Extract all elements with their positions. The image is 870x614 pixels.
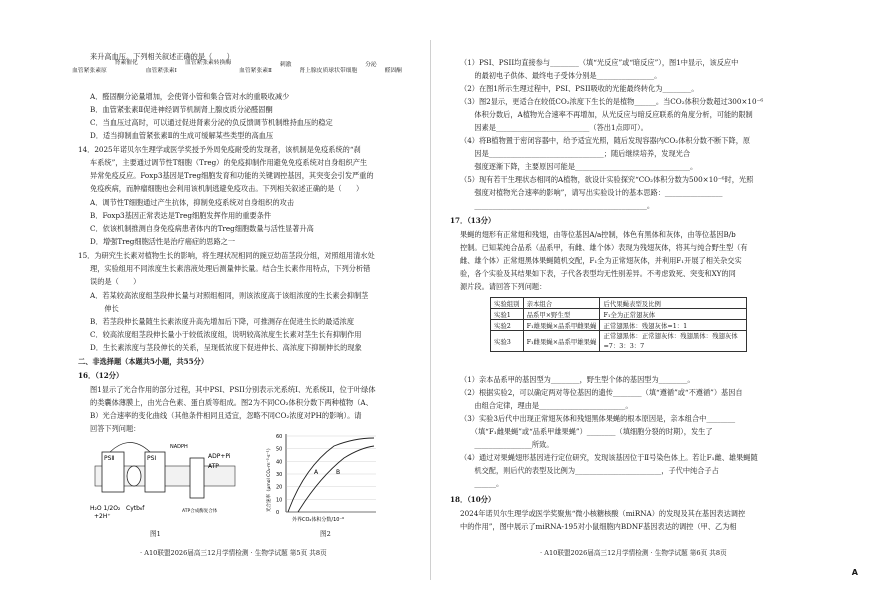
q17-sub-line: （2）根据实验2，可以确定两对等位基因的遗传________（填“遵循”或“不遵循”）基因自 (460, 388, 743, 397)
synthase-label: ATP合成酶复合体 (182, 509, 218, 514)
electron-path-arrow (110, 443, 150, 453)
photosynthesis-figure-1 (90, 428, 240, 528)
water-label: H₂O 1/2O₂ (90, 505, 121, 512)
q14-line: 14．2025年诺贝尔生理学或医学奖授予外周免疫耐受的发现者，该机制是免疫系统的“刹 (78, 145, 361, 154)
q17-line: 果蝇的翅形有正常翅和残翅，由等位基因A/a控制，体色有黑体和灰体，由等位基因B/b (460, 230, 736, 239)
table-cell: F₁雌果蝇×品系甲雄果蝇 (523, 331, 600, 352)
adp-label: ADP+Pi (208, 453, 231, 460)
y-axis-label: 光合速率（μmol CO₂·m⁻²·s⁻¹） (267, 445, 272, 512)
psi-label: PSⅠ (147, 455, 157, 462)
table-cell: 实验2 (491, 320, 524, 331)
q14-line: 车系统”，主要通过调节性T细胞（Treg）的免疫抑制作用避免免疫系统对自身组织产生 (90, 158, 368, 167)
flow-arrow-label: 刺激 (279, 62, 292, 68)
experiment-table (490, 297, 747, 352)
y-tick-label: 10 (276, 497, 283, 504)
table-cell: F₁全为正常翅灰体 (600, 309, 747, 320)
q17-heading: 17．（13分） (450, 216, 496, 225)
flow-arrow-label: 分泌 (365, 62, 377, 68)
atp-label: ATP (208, 463, 219, 470)
y-tick-label: 30 (276, 472, 283, 478)
q16-sub-line: （4）将B植物置于密闭容器中，给予适宜光照，随后发现容器内CO₂体积分数不断下降，原 (460, 136, 751, 145)
q15-option-d: D．生长素浓度与茎段伸长的关系，呈现低浓度下促进伸长、高浓度下抑制伸长的现象 (90, 343, 362, 352)
q18-line: 2024年诺贝尔生理学或医学奖聚焦“微小核糖核酸（miRNA）的发现及其在基因表达调控 (460, 509, 746, 518)
q16-sub-line: 的最初电子供体、最终电子受体分别是________________。 (460, 71, 662, 80)
q16-sub-line: ________________________________________________。 (460, 201, 655, 210)
q18-line: 中的作用”，图中展示了miRNA-195对小鼠细胞内BDNF基因表达的调控（甲、乙为相 (460, 522, 737, 531)
q17-line: 验，各个实验及其结果如下表，子代各表型均无性别差异。不考虑致死、突变和XY的同 (460, 269, 736, 278)
q14-option-b: B．Foxp3基因正常表达是Treg细胞发挥作用的重要条件 (90, 211, 272, 220)
flow-step: 血管紧张素原 (72, 68, 107, 74)
cytochrome-complex (127, 466, 141, 486)
flow-step: 醛固酮 (384, 68, 402, 74)
x-axis-label: 外界CO₂体积分数/10⁻⁶ (292, 517, 345, 523)
q15-line: 误的是（ ） (90, 277, 141, 286)
q16-line: 回答下列问题： (90, 424, 141, 433)
q15-option-b: B．若茎段伸长量随生长素浓度升高先增加后下降，可推测存在促进生长的最适浓度 (90, 317, 355, 326)
table-row (491, 331, 747, 352)
q13-option-b: B．血管紧张素Ⅱ促进神经调节机制肾上腺皮质分泌醛固酮 (90, 105, 273, 114)
y-tick-label: 50 (276, 446, 283, 453)
q16-sub-line: 因素是__________________________（答出1点即可）。 (460, 123, 648, 132)
table-cell: 实验3 (491, 331, 524, 352)
q17-sub-line: （1）亲本品系甲的基因型为________，野生型个体的基因型为________。 (460, 375, 695, 384)
table-header: 后代果蝇表型及比例 (600, 298, 747, 309)
q17-sub-line: 由组合定律，理由是________________________。 (460, 401, 633, 410)
corner-mark: A (851, 568, 858, 577)
q17-sub-line: （4）通过对果蝇翅形基因进行定位研究，发现该基因位于Ⅱ号染色体上。若让F₁雌、雄果蝇随 (460, 453, 758, 462)
q15-option-a: A．若某较高浓度组茎段伸长量与对照组相同，则该浓度高于该组浓度的生长素会抑制茎 (90, 291, 369, 300)
y-tick-label: 40 (276, 459, 283, 466)
table-header: 实验组别 (491, 298, 524, 309)
cyt-label: Cytb₆f (126, 505, 145, 512)
flow-step: 血管紧张素Ⅱ (239, 68, 272, 74)
q16-line: 的类囊体薄膜上，由光合色素、蛋白质等组成。图2为不同CO₂体积分数下两种植物（A、 (90, 398, 373, 407)
q16-sub-line: 体积分数后，A植物光合速率不再增加，从光反应与暗反应联系的角度分析，可能的限制 (460, 110, 753, 119)
table-row (491, 320, 747, 331)
series-a-label: A (314, 469, 319, 476)
table-row (491, 309, 747, 320)
q16-line: B）光合速率的变化曲线（其他条件相同且适宜，忽略不同CO₂浓度对PH的影响）。请 (90, 411, 362, 420)
section-heading: 二、非选择题（本题共5小题，共55分） (78, 357, 209, 366)
q16-sub-line: （2）在图1所示生理过程中，PSI、PSII吸收的光能最终转化为________。 (460, 84, 699, 93)
page-divider (430, 40, 431, 580)
q15-line: 15．为研究生长素对植物生长的影响，将生理状况相同的豌豆幼苗茎段分组，对照组用清水处 (78, 251, 375, 260)
q15-line: 理，实验组用不同浓度生长素溶液处理后测量伸长量。结合生长素作用特点，下列分析错 (90, 264, 371, 273)
left-footer: · A10联盟2026届高三12月学情检测 · 生物学试题 第5页 共8页 (140, 549, 327, 557)
q16-sub-line: （3）图2显示，更适合在较低CO₂浓度下生长的是植物______。当CO₂体积分数超过300×10⁻⁶ (460, 97, 764, 106)
q14-line: 免疫疾病，而肿瘤细胞也会利用该机制逃避免疫攻击。下列相关叙述正确的是（ ） (90, 184, 364, 193)
q17-sub-line: 机交配，则后代的表型及比例为________________________，子代中纯合子占 (460, 466, 719, 475)
y-tick-label: 60 (276, 434, 283, 440)
q16-line: 图1显示了光合作用的部分过程，其中PSI、PSII分别表示光系统I、光系统II，位于叶绿体 (90, 385, 376, 394)
psii-label: PSⅡ (104, 455, 115, 462)
q17-line: 雌、雄个体）正常翅黑体果蝇随机交配，F₁全为正常翅灰体，并利用F₁开展了相关杂交实 (460, 256, 742, 265)
q17-line: 控制。已知某纯合品系（品系甲，有雌、雄个体）表现为残翅灰体，将其与纯合野生型（有 (460, 243, 748, 252)
table-cell: 正常翅黑体：残翅灰体=1：1 (600, 320, 747, 331)
q16-sub-line: 强度对植物光合速率的影响”，请写出实验设计的基本思路：________________ (460, 188, 723, 197)
raas-flow-diagram (72, 60, 408, 74)
q17-sub-line: （3）实验3后代中出现正常翅灰体和残翅黑体果蝇的根本原因是，亲本组合中________ (460, 414, 736, 423)
table-cell: F₁雄果蝇×品系甲雌果蝇 (523, 320, 600, 331)
q15-option-a-cont: 伸长 (90, 304, 119, 313)
y-tick-label: 20 (276, 484, 283, 491)
table-cell: 品系甲×野生型 (523, 309, 600, 320)
q14-option-d: D．增强Treg细胞活性是治疗癌症的思路之一 (90, 237, 236, 246)
q16-sub-line: 强度逐渐下降，主要原因可能是________________________________。 (460, 162, 698, 171)
table-cell: 实验1 (491, 309, 524, 320)
q15-option-c: C．较高浓度组茎段伸长量小于较低浓度组，说明较高浓度生长素对茎生长有抑制作用 (90, 330, 362, 339)
q17-sub-line: ______。 (460, 479, 504, 488)
flow-step: 肾上腺皮质球状带细胞 (299, 68, 358, 74)
q17-sub-line: ________________所致。 (460, 440, 554, 449)
table-cell: 正常翅黑体：正常翅灰体：残翅黑体：残翅灰体=7：3：3：7 (600, 331, 747, 352)
q17-sub-line: （填“F₁雌果蝇”或“品系甲雄果蝇”）________（填细胞分裂的时期），发生了 (460, 427, 713, 436)
flow-arrow-label: 血管紧张素转换酶 (184, 60, 232, 66)
q17-line: 源片段。请回答下列问题： (460, 282, 547, 291)
flow-step: 血管紧张素Ⅰ (145, 68, 177, 74)
series-b-label: B (336, 469, 341, 476)
figure-2-caption: 图2 (320, 530, 331, 538)
q14-option-c: C．依该机制推测自身免疫病患者体内的Treg细胞数量与活性显著升高 (90, 224, 314, 233)
q16-heading: 16．（12分） (78, 371, 124, 380)
co2-rate-chart (264, 428, 384, 528)
q16-sub-line: 因是________________________________；随后继续培养，发现光合 (460, 149, 691, 158)
q18-heading: 18．（10分） (450, 495, 496, 504)
q16-sub-line: （1）PSI、PSII均直接参与________（填“光反应”或“暗反应”），图1中显示，该反应中 (460, 58, 739, 67)
q13-option-a: A．醛固酮分泌量增加，会使肾小管和集合管对水的重吸收减少 (90, 92, 290, 101)
hplus-label: +2H⁺ (94, 513, 111, 520)
y-tick-label: 0 (276, 510, 280, 516)
figure-1-caption: 图1 (150, 530, 161, 538)
q13-option-d: D．适当抑制血管紧张素Ⅱ的生成可缓解某些类型的高血压 (90, 131, 274, 140)
q16-sub-line: （5）现有若干生理状态相同的A植物，欲设计实验探究“CO₂体积分数为500×10⁻⁶时，光照 (460, 175, 754, 184)
q14-line: 异常免疫反应。Foxp3基因是Treg细胞发育和功能的关键调控基因，其突变会引发严重的 (90, 171, 374, 180)
table-header-row (491, 298, 747, 309)
table-header: 亲本组合 (523, 298, 600, 309)
nadph-label: NADPH (170, 444, 188, 450)
q13-option-c: C．当血压过高时，可以通过促进肾素分泌的负反馈调节机制维持血压的稳定 (90, 118, 333, 127)
curve-b (298, 446, 374, 512)
left-page (0, 0, 425, 614)
q13-intro: 来升高血压。下列相关叙述正确的是（ ） (90, 52, 234, 61)
right-footer: · A10联盟2026届高三12月学情检测 · 生物学试题 第6页 共8页 (540, 549, 727, 557)
q14-option-a: A．调节性T细胞通过产生抗体，抑制免疫系统对自身组织的攻击 (90, 198, 295, 207)
flow-arrow-label: 肾素催化 (114, 60, 138, 66)
atp-synthase (190, 458, 204, 498)
